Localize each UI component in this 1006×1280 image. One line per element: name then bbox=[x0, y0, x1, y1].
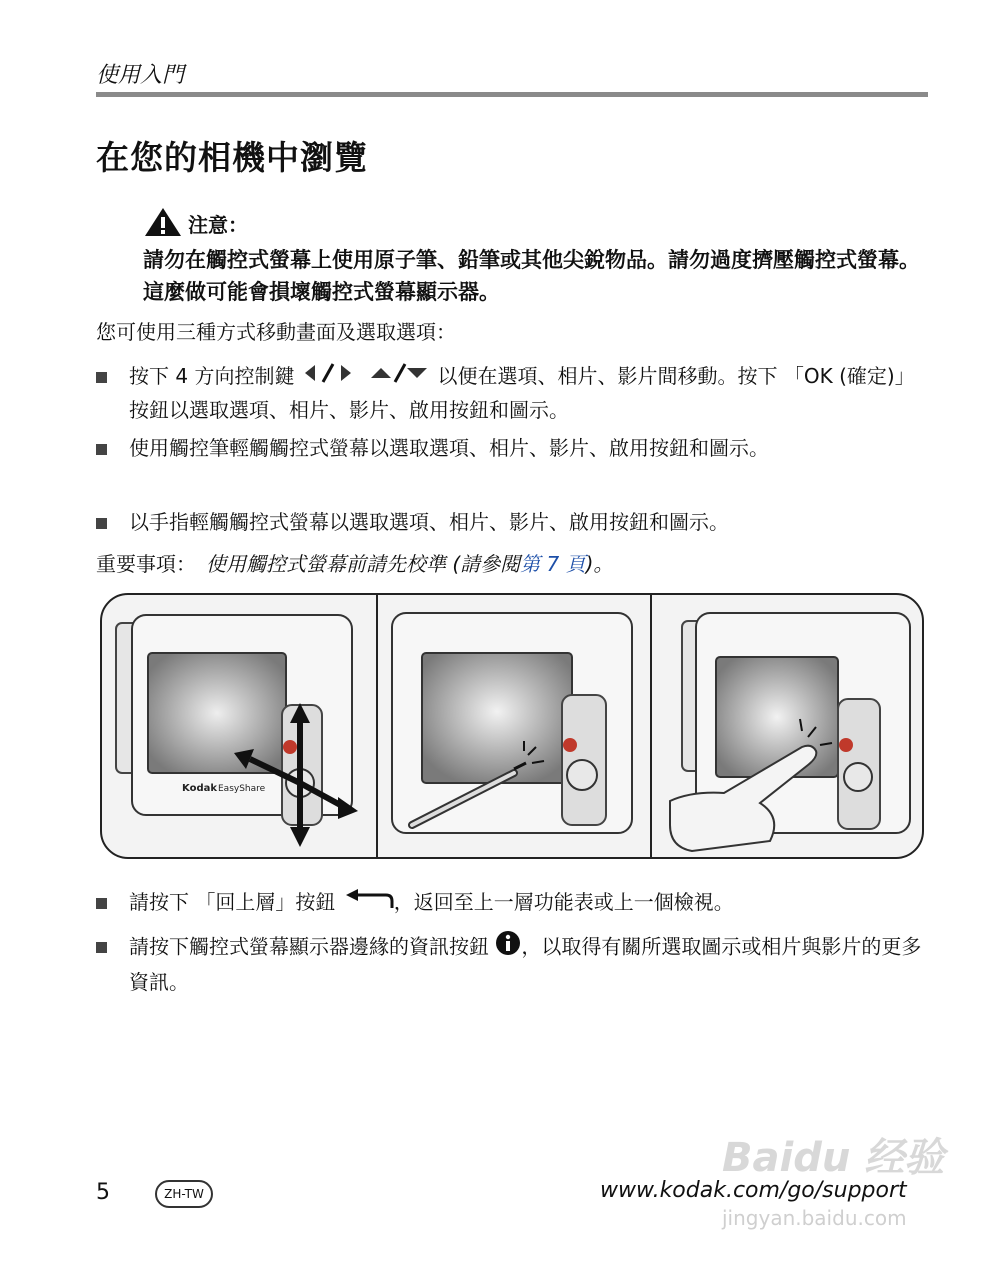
header-rule bbox=[96, 92, 928, 97]
important-end: )。 bbox=[585, 552, 614, 576]
finger-illustration bbox=[650, 595, 924, 857]
stylus-illustration bbox=[376, 595, 650, 857]
watermark-logo: Baidu 经验 bbox=[722, 1135, 945, 1181]
important-note bbox=[96, 548, 613, 577]
back-arrow-icon bbox=[342, 887, 394, 920]
list-item-text: 以便在選項、相片、影片間移動。按下 「OK (確定)」按鈕以選取選項、相片、影片、啟用按鈕和圖示。 bbox=[129, 364, 915, 422]
camera-model: EasyShare bbox=[218, 784, 266, 794]
list-item bbox=[96, 506, 926, 539]
list-item-text: 請按下 「回上層」按鈕 bbox=[129, 890, 342, 914]
page-number: 5 bbox=[96, 1180, 110, 1205]
page-link[interactable]: 第 7 頁 bbox=[520, 552, 586, 576]
page-title: 在您的相機中瀏覽 bbox=[96, 138, 368, 177]
list-item-text: 按下 4 方向控制鍵 bbox=[129, 364, 301, 388]
list-item bbox=[96, 432, 926, 465]
support-url: www.kodak.com/go/support bbox=[600, 1178, 907, 1203]
bullet-square-icon bbox=[96, 518, 107, 529]
list-item-text: ，以取得有關所選取圖示或相片與影片的更多資訊。 bbox=[129, 934, 922, 994]
bullet-square-icon bbox=[96, 444, 107, 455]
list-item-text: ，返回至上一層功能表或上一個檢視。 bbox=[393, 890, 734, 914]
bullet-square-icon bbox=[96, 372, 107, 383]
language-badge: ZH-TW bbox=[155, 1180, 213, 1208]
camera-illustration-panel bbox=[100, 593, 924, 859]
caution-text: 請勿在觸控式螢幕上使用原子筆、鉛筆或其他尖銳物品。請勿過度擠壓觸控式螢幕。這麼做可能會損壞觸控式螢幕顯示器。 bbox=[143, 248, 920, 304]
list-item bbox=[96, 930, 926, 999]
dpad-illustration bbox=[102, 595, 374, 857]
left-right-arrows-icon bbox=[301, 361, 361, 394]
important-label: 重要事項： bbox=[96, 552, 196, 576]
list-item bbox=[96, 360, 926, 427]
camera-brand: Kodak bbox=[182, 783, 217, 794]
bullet-square-icon bbox=[96, 898, 107, 909]
list-item bbox=[96, 886, 926, 920]
warning-icon bbox=[143, 206, 183, 242]
list-item-text: 使用觸控筆輕觸觸控式螢幕以選取選項、相片、影片、啟用按鈕和圖示。 bbox=[129, 436, 769, 460]
info-icon bbox=[495, 930, 521, 966]
important-text: 使用觸控式螢幕前請先校準 (請參閱 bbox=[206, 552, 521, 576]
bullet-square-icon bbox=[96, 942, 107, 953]
list-item-text: 請按下觸控式螢幕顯示器邊緣的資訊按鈕 bbox=[129, 934, 496, 959]
section-header: 使用入門 bbox=[96, 63, 185, 88]
caution-label: 注意： bbox=[188, 213, 248, 237]
up-down-arrows-icon bbox=[367, 361, 431, 394]
list-item-text: 以手指輕觸觸控式螢幕以選取選項、相片、影片、啟用按鈕和圖示。 bbox=[129, 510, 729, 534]
watermark-url: jingyan.baidu.com bbox=[722, 1206, 907, 1230]
intro-text: 您可使用三種方式移動畫面及選取選項： bbox=[96, 320, 456, 344]
